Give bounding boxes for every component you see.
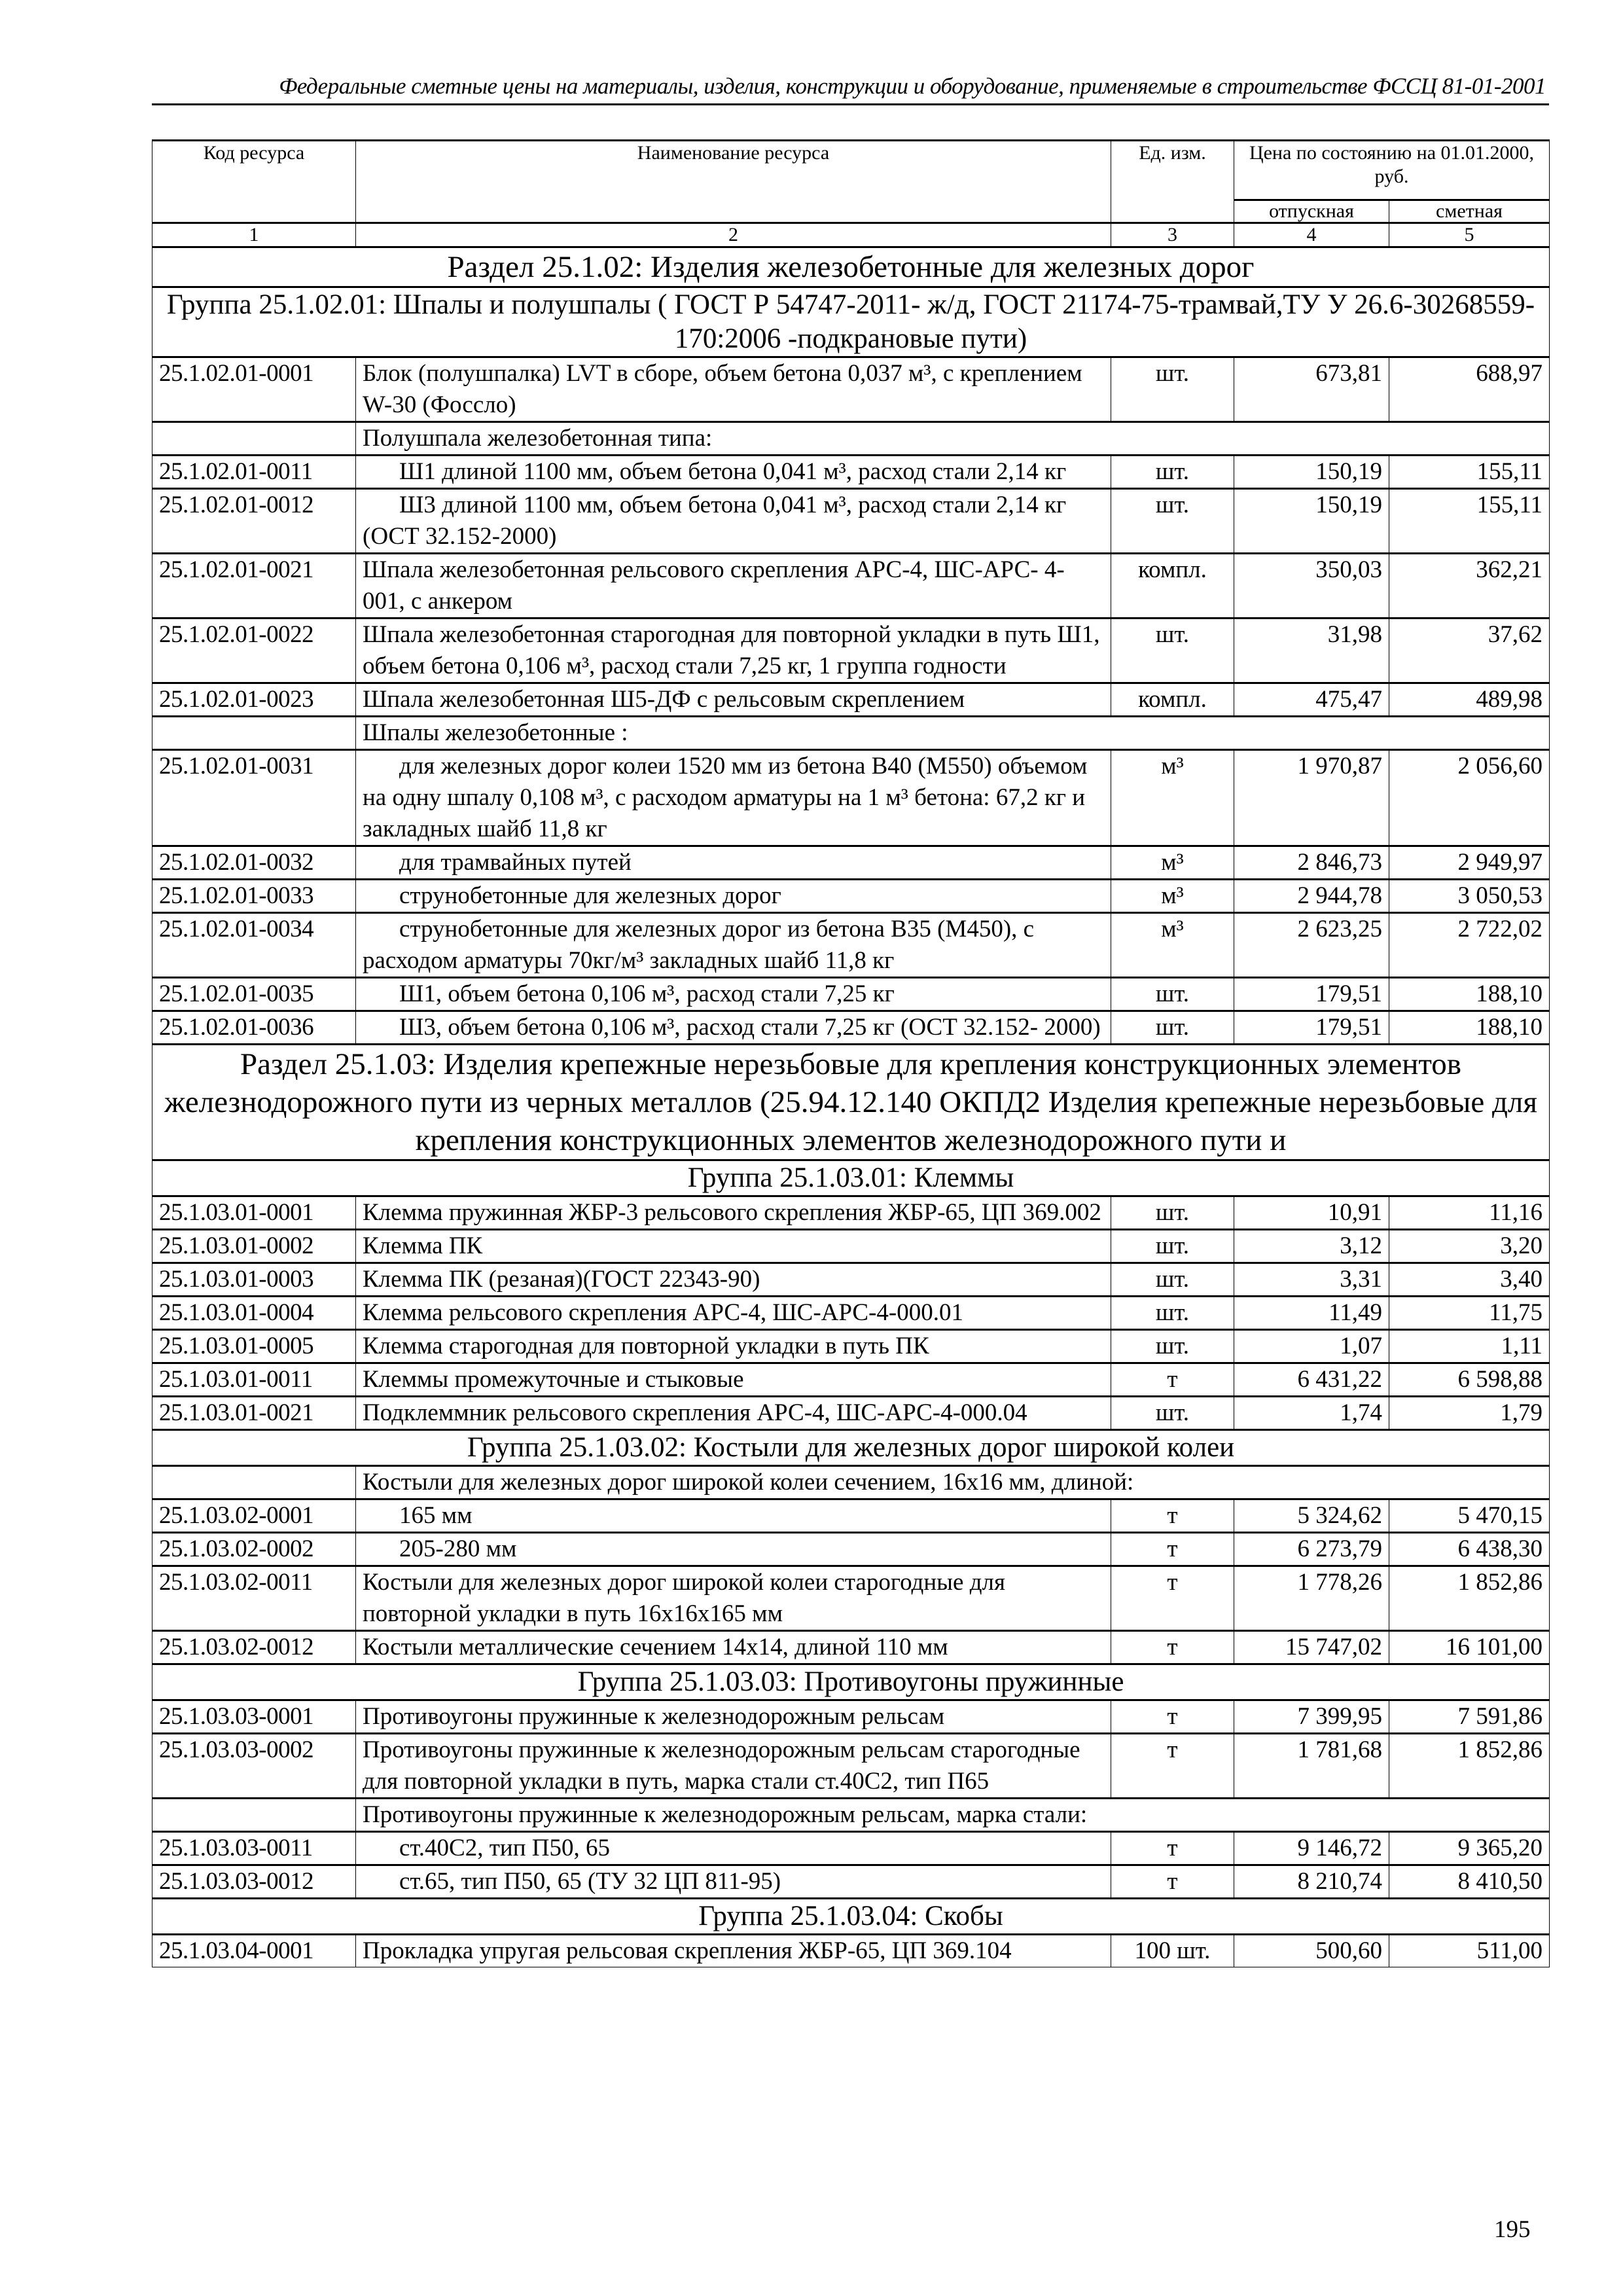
- table-row: [152, 1734, 1550, 1799]
- resource-name: Противоугоны пружинные к железнодорожным рельсам: [356, 1700, 1111, 1734]
- price-table: [152, 139, 1550, 1967]
- estimate-price: 2 056,60: [1389, 750, 1550, 846]
- estimate-price: 688,97: [1389, 357, 1550, 422]
- resource-code: 25.1.02.01-0022: [152, 619, 356, 683]
- resource-name: Шпала железобетонная старогодная для повторной укладки в путь Ш1, объем бетона 0,106 м³, расход стали 7,25 кг, 1 группа годности: [356, 619, 1111, 683]
- table-row: [152, 1865, 1550, 1899]
- unit-of-measure: шт.: [1111, 1196, 1234, 1230]
- release-price: 6 431,22: [1234, 1363, 1389, 1397]
- table-row: [152, 978, 1550, 1011]
- estimate-price: 11,16: [1389, 1196, 1550, 1230]
- subheading-row: [152, 1466, 1550, 1499]
- estimate-price: 37,62: [1389, 619, 1550, 683]
- group-heading: Группа 25.1.03.01: Клеммы: [152, 1160, 1550, 1196]
- header-estimate-price: сметная: [1389, 200, 1550, 223]
- unit-of-measure: шт.: [1111, 357, 1234, 422]
- empty-code-cell: [152, 1466, 356, 1499]
- table-row: [152, 1297, 1550, 1330]
- release-price: 2 623,25: [1234, 913, 1389, 978]
- unit-of-measure: компл.: [1111, 554, 1234, 619]
- estimate-price: 155,11: [1389, 489, 1550, 554]
- estimate-price: 1,11: [1389, 1330, 1550, 1363]
- estimate-price: 1 852,86: [1389, 1566, 1550, 1631]
- estimate-price: 3 050,53: [1389, 880, 1550, 913]
- column-number: 4: [1234, 223, 1389, 247]
- resource-code: 25.1.03.01-0002: [152, 1230, 356, 1263]
- release-price: 2 846,73: [1234, 846, 1389, 880]
- table-row: [152, 1832, 1550, 1865]
- table-row: [152, 1397, 1550, 1430]
- estimate-price: 362,21: [1389, 554, 1550, 619]
- release-price: 15 747,02: [1234, 1631, 1389, 1664]
- table-row: [152, 1263, 1550, 1297]
- group-heading-row: [152, 1664, 1550, 1700]
- estimate-price: 6 598,88: [1389, 1363, 1550, 1397]
- header-rule: [152, 103, 1549, 105]
- table-row: [152, 1935, 1550, 1967]
- table-row: [152, 619, 1550, 683]
- table-row: [152, 489, 1550, 554]
- release-price: 9 146,72: [1234, 1832, 1389, 1865]
- estimate-price: 188,10: [1389, 1011, 1550, 1045]
- running-header: Федеральные сметные цены на материалы, изделия, конструкции и оборудование, применяемые в строительстве ФССЦ 81-01-2001: [279, 73, 1546, 99]
- unit-of-measure: шт.: [1111, 1011, 1234, 1045]
- resource-name: ст.65, тип П50, 65 (ТУ 32 ЦП 811-95): [356, 1865, 1111, 1899]
- unit-of-measure: компл.: [1111, 683, 1234, 717]
- release-price: 350,03: [1234, 554, 1389, 619]
- resource-code: 25.1.02.01-0011: [152, 456, 356, 489]
- group-heading-row: [152, 287, 1550, 357]
- resource-code: 25.1.03.01-0004: [152, 1297, 356, 1330]
- estimate-price: 6 438,30: [1389, 1533, 1550, 1566]
- resource-code: 25.1.02.01-0035: [152, 978, 356, 1011]
- estimate-price: 2 722,02: [1389, 913, 1550, 978]
- table-row: [152, 683, 1550, 717]
- resource-code: 25.1.02.01-0001: [152, 357, 356, 422]
- subheading-row: [152, 422, 1550, 456]
- release-price: 179,51: [1234, 978, 1389, 1011]
- table-row: [152, 913, 1550, 978]
- release-price: 150,19: [1234, 456, 1389, 489]
- section-heading-row: [152, 247, 1550, 287]
- table-row: [152, 846, 1550, 880]
- unit-of-measure: м³: [1111, 846, 1234, 880]
- resource-name: 165 мм: [356, 1499, 1111, 1533]
- resource-name: Блок (полушпалка) LVT в сборе, объем бетона 0,037 м³, с креплением W-30 (Фоссло): [356, 357, 1111, 422]
- table-row: [152, 880, 1550, 913]
- release-price: 500,60: [1234, 1935, 1389, 1967]
- release-price: 475,47: [1234, 683, 1389, 717]
- unit-of-measure: шт.: [1111, 978, 1234, 1011]
- estimate-price: 5 470,15: [1389, 1499, 1550, 1533]
- group-heading-row: [152, 1430, 1550, 1466]
- unit-of-measure: шт.: [1111, 1397, 1234, 1430]
- release-price: 7 399,95: [1234, 1700, 1389, 1734]
- column-number: 2: [356, 223, 1111, 247]
- resource-code: 25.1.02.01-0031: [152, 750, 356, 846]
- table-header: [152, 141, 1550, 247]
- resource-code: 25.1.02.01-0036: [152, 1011, 356, 1045]
- resource-code: 25.1.03.03-0011: [152, 1832, 356, 1865]
- table-row: [152, 1533, 1550, 1566]
- header-unit: Ед. изм.: [1111, 141, 1234, 223]
- resource-name: Клеммы промежуточные и стыковые: [356, 1363, 1111, 1397]
- resource-name: Шпала железобетонная рельсового скрепления АРС-4, ШС-АРС- 4-001, с анкером: [356, 554, 1111, 619]
- resource-code: 25.1.03.03-0002: [152, 1734, 356, 1799]
- resource-name: Шпала железобетонная Ш5-ДФ с рельсовым скреплением: [356, 683, 1111, 717]
- table-row: [152, 1499, 1550, 1533]
- resource-name: Противоугоны пружинные к железнодорожным рельсам старогодные для повторной укладки в путь, марка стали ст.40С2, тип П65: [356, 1734, 1111, 1799]
- table-row: [152, 1700, 1550, 1734]
- release-price: 31,98: [1234, 619, 1389, 683]
- table-row: [152, 1363, 1550, 1397]
- table-body: [152, 247, 1550, 1967]
- resource-code: 25.1.03.01-0021: [152, 1397, 356, 1430]
- release-price: 6 273,79: [1234, 1533, 1389, 1566]
- group-heading: Группа 25.1.03.02: Костыли для железных дорог широкой колеи: [152, 1430, 1550, 1466]
- resource-code: 25.1.02.01-0021: [152, 554, 356, 619]
- resource-code: 25.1.02.01-0023: [152, 683, 356, 717]
- resource-name: струнобетонные для железных дорог: [356, 880, 1111, 913]
- release-price: 1,74: [1234, 1397, 1389, 1430]
- subheading-text: Костыли для железных дорог широкой колеи сечением, 16х16 мм, длиной:: [356, 1466, 1550, 1499]
- unit-of-measure: шт.: [1111, 1263, 1234, 1297]
- release-price: 5 324,62: [1234, 1499, 1389, 1533]
- resource-code: 25.1.03.01-0005: [152, 1330, 356, 1363]
- unit-of-measure: т: [1111, 1363, 1234, 1397]
- resource-name: Ш1 длиной 1100 мм, объем бетона 0,041 м³, расход стали 2,14 кг: [356, 456, 1111, 489]
- header-code: Код ресурса: [152, 141, 356, 223]
- resource-name: для трамвайных путей: [356, 846, 1111, 880]
- release-price: 1 778,26: [1234, 1566, 1389, 1631]
- section-heading: Раздел 25.1.03: Изделия крепежные нерезьбовые для крепления конструкционных элементов железнодорожного пути из черных металлов (25.94.12.140 ОКПД2 Изделия крепежные нерезьбовые для крепления конструкционных элементов железнодорожного пути и: [152, 1045, 1550, 1160]
- resource-code: 25.1.02.01-0034: [152, 913, 356, 978]
- resource-code: 25.1.03.01-0011: [152, 1363, 356, 1397]
- resource-code: 25.1.03.01-0003: [152, 1263, 356, 1297]
- release-price: 10,91: [1234, 1196, 1389, 1230]
- column-number: 5: [1389, 223, 1550, 247]
- table-row: [152, 554, 1550, 619]
- unit-of-measure: шт.: [1111, 1297, 1234, 1330]
- release-price: 1 781,68: [1234, 1734, 1389, 1799]
- subheading-text: Противоугоны пружинные к железнодорожным рельсам, марка стали:: [356, 1799, 1550, 1832]
- estimate-price: 511,00: [1389, 1935, 1550, 1967]
- table-row: [152, 1230, 1550, 1263]
- resource-code: 25.1.03.03-0012: [152, 1865, 356, 1899]
- estimate-price: 188,10: [1389, 978, 1550, 1011]
- estimate-price: 11,75: [1389, 1297, 1550, 1330]
- unit-of-measure: т: [1111, 1734, 1234, 1799]
- group-heading: Группа 25.1.03.03: Противоугоны пружинные: [152, 1664, 1550, 1700]
- unit-of-measure: шт.: [1111, 619, 1234, 683]
- resource-name: для железных дорог колеи 1520 мм из бетона В40 (М550) объемом на одну шпалу 0,108 м³, с расходом арматуры на 1 м³ бетона: 67,2 кг и закладных шайб 11,8 кг: [356, 750, 1111, 846]
- resource-name: Костыли для железных дорог широкой колеи старогодные для повторной укладки в путь 16х16х165 мм: [356, 1566, 1111, 1631]
- unit-of-measure: шт.: [1111, 1230, 1234, 1263]
- unit-of-measure: т: [1111, 1533, 1234, 1566]
- resource-code: 25.1.02.01-0033: [152, 880, 356, 913]
- table-row: [152, 1330, 1550, 1363]
- resource-name: Костыли металлические сечением 14х14, длиной 110 мм: [356, 1631, 1111, 1664]
- release-price: 150,19: [1234, 489, 1389, 554]
- unit-of-measure: т: [1111, 1566, 1234, 1631]
- subheading-row: [152, 1799, 1550, 1832]
- unit-of-measure: т: [1111, 1631, 1234, 1664]
- column-number: 3: [1111, 223, 1234, 247]
- release-price: 8 210,74: [1234, 1865, 1389, 1899]
- resource-name: струнобетонные для железных дорог из бетона В35 (М450), с расходом арматуры 70кг/м³ закладных шайб 11,8 кг: [356, 913, 1111, 978]
- resource-name: Ш1, объем бетона 0,106 м³, расход стали 7,25 кг: [356, 978, 1111, 1011]
- unit-of-measure: шт.: [1111, 456, 1234, 489]
- table-row: [152, 750, 1550, 846]
- empty-code-cell: [152, 422, 356, 456]
- resource-name: Клемма ПК (резаная)(ГОСТ 22343-90): [356, 1263, 1111, 1297]
- resource-name: Клемма ПК: [356, 1230, 1111, 1263]
- estimate-price: 16 101,00: [1389, 1631, 1550, 1664]
- resource-name: 205-280 мм: [356, 1533, 1111, 1566]
- section-heading-row: [152, 1045, 1550, 1160]
- subheading-row: [152, 717, 1550, 750]
- group-heading-row: [152, 1899, 1550, 1935]
- page-number: 195: [1494, 2216, 1531, 2243]
- table-row: [152, 357, 1550, 422]
- resource-name: Клемма рельсового скрепления АРС-4, ШС-АРС-4-000.01: [356, 1297, 1111, 1330]
- unit-of-measure: 100 шт.: [1111, 1935, 1234, 1967]
- release-price: 1 970,87: [1234, 750, 1389, 846]
- unit-of-measure: шт.: [1111, 1330, 1234, 1363]
- release-price: 3,12: [1234, 1230, 1389, 1263]
- resource-code: 25.1.02.01-0032: [152, 846, 356, 880]
- group-heading-row: [152, 1160, 1550, 1196]
- resource-name: ст.40С2, тип П50, 65: [356, 1832, 1111, 1865]
- group-heading: Группа 25.1.02.01: Шпалы и полушпалы ( ГОСТ Р 54747-2011- ж/д, ГОСТ 21174-75-трамвай,ТУ У 26.6-30268559-170:2006 -подкрановые пути): [152, 287, 1550, 357]
- unit-of-measure: м³: [1111, 913, 1234, 978]
- table-row: [152, 1011, 1550, 1045]
- release-price: 673,81: [1234, 357, 1389, 422]
- subheading-text: Шпалы железобетонные :: [356, 717, 1550, 750]
- estimate-price: 9 365,20: [1389, 1832, 1550, 1865]
- empty-code-cell: [152, 1799, 356, 1832]
- resource-name: Клемма старогодная для повторной укладки в путь ПК: [356, 1330, 1111, 1363]
- header-price-group: Цена по состоянию на 01.01.2000, руб.: [1234, 141, 1550, 200]
- group-heading: Группа 25.1.03.04: Скобы: [152, 1899, 1550, 1935]
- header-name: Наименование ресурса: [356, 141, 1111, 223]
- estimate-price: 7 591,86: [1389, 1700, 1550, 1734]
- resource-code: 25.1.02.01-0012: [152, 489, 356, 554]
- estimate-price: 3,20: [1389, 1230, 1550, 1263]
- release-price: 179,51: [1234, 1011, 1389, 1045]
- subheading-text: Полушпала железобетонная типа:: [356, 422, 1550, 456]
- column-numbers-row: [152, 223, 1550, 247]
- release-price: 2 944,78: [1234, 880, 1389, 913]
- resource-name: Клемма пружинная ЖБР-3 рельсового скрепления ЖБР-65, ЦП 369.002: [356, 1196, 1111, 1230]
- table-row: [152, 1631, 1550, 1664]
- unit-of-measure: м³: [1111, 880, 1234, 913]
- resource-code: 25.1.03.02-0002: [152, 1533, 356, 1566]
- release-price: 11,49: [1234, 1297, 1389, 1330]
- unit-of-measure: т: [1111, 1865, 1234, 1899]
- empty-code-cell: [152, 717, 356, 750]
- table-row: [152, 1566, 1550, 1631]
- unit-of-measure: т: [1111, 1832, 1234, 1865]
- estimate-price: 2 949,97: [1389, 846, 1550, 880]
- table-row: [152, 1196, 1550, 1230]
- resource-code: 25.1.03.02-0011: [152, 1566, 356, 1631]
- resource-code: 25.1.03.04-0001: [152, 1935, 356, 1967]
- estimate-price: 8 410,50: [1389, 1865, 1550, 1899]
- header-release-price: отпускная: [1234, 200, 1389, 223]
- column-number: 1: [152, 223, 356, 247]
- table-row: [152, 456, 1550, 489]
- resource-code: 25.1.03.02-0001: [152, 1499, 356, 1533]
- estimate-price: 1,79: [1389, 1397, 1550, 1430]
- unit-of-measure: т: [1111, 1499, 1234, 1533]
- estimate-price: 1 852,86: [1389, 1734, 1550, 1799]
- release-price: 3,31: [1234, 1263, 1389, 1297]
- resource-code: 25.1.03.03-0001: [152, 1700, 356, 1734]
- resource-name: Ш3, объем бетона 0,106 м³, расход стали 7,25 кг (ОСТ 32.152- 2000): [356, 1011, 1111, 1045]
- estimate-price: 489,98: [1389, 683, 1550, 717]
- resource-code: 25.1.03.01-0001: [152, 1196, 356, 1230]
- unit-of-measure: т: [1111, 1700, 1234, 1734]
- estimate-price: 3,40: [1389, 1263, 1550, 1297]
- unit-of-measure: м³: [1111, 750, 1234, 846]
- estimate-price: 155,11: [1389, 456, 1550, 489]
- unit-of-measure: шт.: [1111, 489, 1234, 554]
- resource-name: Прокладка упругая рельсовая скрепления ЖБР-65, ЦП 369.104: [356, 1935, 1111, 1967]
- resource-name: Подклеммник рельсового скрепления АРС-4, ШС-АРС-4-000.04: [356, 1397, 1111, 1430]
- resource-code: 25.1.03.02-0012: [152, 1631, 356, 1664]
- section-heading: Раздел 25.1.02: Изделия железобетонные для железных дорог: [152, 247, 1550, 287]
- resource-name: Ш3 длиной 1100 мм, объем бетона 0,041 м³, расход стали 2,14 кг (ОСТ 32.152-2000): [356, 489, 1111, 554]
- release-price: 1,07: [1234, 1330, 1389, 1363]
